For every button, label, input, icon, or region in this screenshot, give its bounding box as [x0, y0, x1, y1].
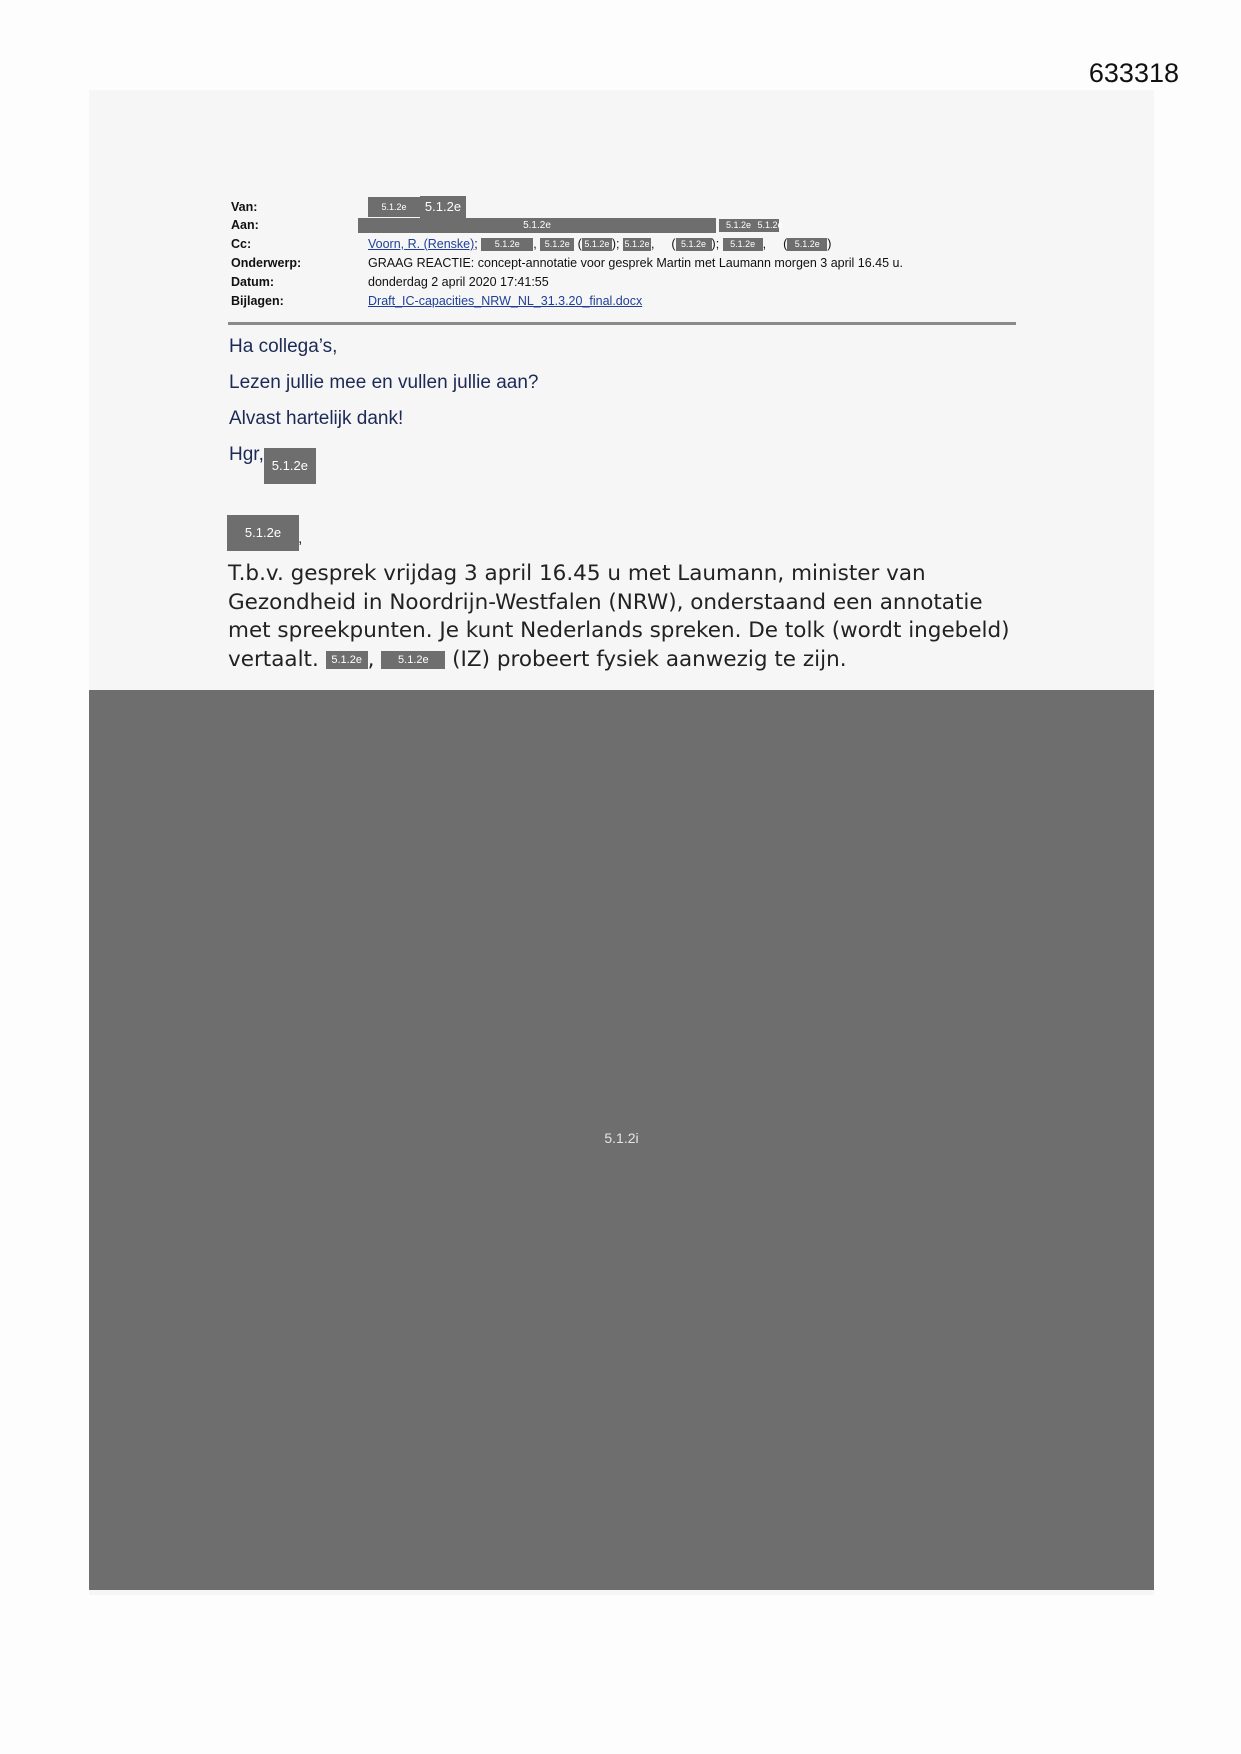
- redaction: 5.1.2e: [227, 515, 299, 551]
- onderwerp-label: Onderwerp:: [231, 256, 302, 270]
- salutation-comma: ,: [298, 530, 303, 547]
- redaction: 5.1.2e: [264, 448, 316, 484]
- greeting: Ha collega’s,: [229, 336, 338, 357]
- redaction: 5.1.2e: [787, 238, 827, 251]
- intro-paragraph: T.b.v. gesprek vrijdag 3 april 16.45 u met Laumann, minister van Gezondheid in Noordrijn-Westfalen (NRW), onderstaand een annotatie met spreekpunten. Je kunt Nederlands spreken. De tolk (wordt ingebeld) vertaalt. 5.1.2e , 5.1.2e (IZ) probeert fysiek aanwezig te zijn.: [228, 561, 1010, 672]
- redaction: 5.1.2e: [540, 238, 574, 251]
- onderwerp-value: GRAAG REACTIE: concept-annotatie voor gesprek Martin met Laumann morgen 3 april 16.45 u.: [368, 256, 903, 270]
- redaction: 5.1.2e: [368, 197, 420, 217]
- aan-label: Aan:: [231, 218, 259, 232]
- redaction: 5.1.2e: [723, 238, 763, 251]
- datum-label: Datum:: [231, 275, 275, 289]
- sign-off: [229, 444, 316, 484]
- attachment-link[interactable]: Draft_IC-capacities_NRW_NL_31.3.20_final.docx: [368, 294, 643, 308]
- van-value: [368, 196, 466, 218]
- cc-label: Cc:: [231, 237, 252, 251]
- aan-value: [358, 218, 783, 233]
- redaction: 5.1.2e: [420, 196, 466, 218]
- redaction: 5.1.2e: [381, 651, 445, 669]
- header-divider: [228, 322, 1016, 325]
- redaction: 5.1.2e: [719, 219, 757, 232]
- document-number: 633318: [1088, 58, 1179, 88]
- redaction: 5.1.2e: [624, 239, 650, 250]
- redacted-block: [89, 690, 1154, 1590]
- sign-off-text: Hgr,: [229, 444, 264, 465]
- body-line-2: Lezen jullie mee en vullen jullie aan?: [229, 372, 539, 393]
- body-line-3: Alvast hartelijk dank!: [229, 408, 404, 429]
- redaction: 5.1.2e: [757, 220, 783, 231]
- cc-name-link[interactable]: Voorn, R. (Renske): [368, 237, 475, 251]
- redaction: 5.1.2e: [326, 651, 368, 669]
- cc-value: Voorn, R. (Renske); 5.1.2e , 5.1.2e ( 5.1.2e ); 5.1.2e, ( 5.1.2e ); 5.1.2e , ( 5.1.2e ): [368, 237, 832, 251]
- redaction: 5.1.2e: [481, 238, 533, 251]
- redaction: 5.1.2e: [676, 238, 712, 251]
- redaction-code-label: 5.1.2i: [604, 1130, 639, 1146]
- datum-value: donderdag 2 april 2020 17:41:55: [368, 275, 549, 289]
- van-label: Van:: [231, 200, 258, 214]
- redaction: 5.1.2e: [582, 238, 612, 251]
- intro-text: T.b.v. gesprek vrijdag 3 april 16.45 u met Laumann, minister van Gezondheid in Noordrijn-Westfalen (NRW), onderstaand een annotatie met spreekpunten. Je kunt Nederlands spreken. De tolk (wordt ingebeld) vertaalt.: [228, 561, 1010, 672]
- intro-text-end: (IZ) probeert fysiek aanwezig te zijn.: [452, 646, 847, 672]
- bijlagen-label: Bijlagen:: [231, 294, 284, 308]
- redaction: 5.1.2e: [358, 218, 716, 233]
